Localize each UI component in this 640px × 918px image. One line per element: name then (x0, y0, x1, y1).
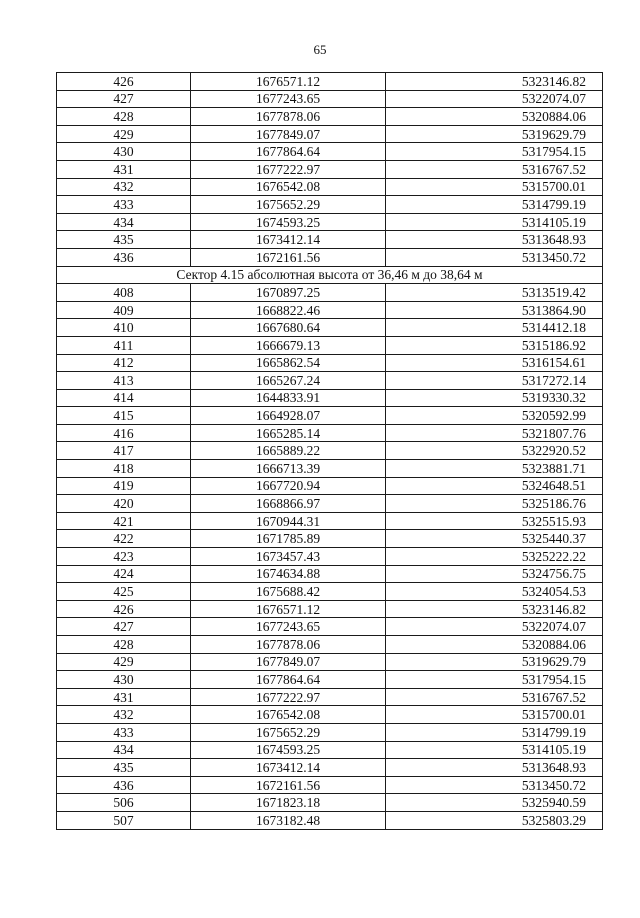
y-coordinate-cell: 5323881.71 (386, 460, 603, 478)
x-coordinate-cell: 1677878.06 (191, 108, 386, 126)
y-coordinate-cell: 5313864.90 (386, 301, 603, 319)
x-coordinate-cell: 1670944.31 (191, 512, 386, 530)
y-coordinate-cell: 5313450.72 (386, 248, 603, 266)
x-coordinate-cell: 1677878.06 (191, 636, 386, 654)
y-coordinate-cell: 5320884.06 (386, 636, 603, 654)
y-coordinate-cell: 5316767.52 (386, 688, 603, 706)
point-number-cell: 421 (57, 512, 191, 530)
table-row (57, 811, 603, 829)
table-row (57, 618, 603, 636)
y-coordinate-cell: 5316154.61 (386, 354, 603, 372)
x-coordinate-cell: 1676571.12 (191, 73, 386, 91)
y-coordinate-cell: 5321807.76 (386, 424, 603, 442)
point-number-cell: 412 (57, 354, 191, 372)
table-row (57, 160, 603, 178)
point-number-cell: 429 (57, 653, 191, 671)
table-row (57, 143, 603, 161)
y-coordinate-cell: 5325940.59 (386, 794, 603, 812)
table-row (57, 600, 603, 618)
y-coordinate-cell: 5313450.72 (386, 776, 603, 794)
table-row (57, 688, 603, 706)
x-coordinate-cell: 1671823.18 (191, 794, 386, 812)
y-coordinate-cell: 5315700.01 (386, 178, 603, 196)
y-coordinate-cell: 5319330.32 (386, 389, 603, 407)
table-row (57, 548, 603, 566)
table-row (57, 723, 603, 741)
table-row (57, 248, 603, 266)
x-coordinate-cell: 1676571.12 (191, 600, 386, 618)
point-number-cell: 420 (57, 495, 191, 513)
x-coordinate-cell: 1668822.46 (191, 301, 386, 319)
point-number-cell: 433 (57, 196, 191, 214)
table-row (57, 565, 603, 583)
x-coordinate-cell: 1673182.48 (191, 811, 386, 829)
table-row (57, 636, 603, 654)
x-coordinate-cell: 1668866.97 (191, 495, 386, 513)
point-number-cell: 431 (57, 688, 191, 706)
y-coordinate-cell: 5325222.22 (386, 548, 603, 566)
table-row (57, 372, 603, 390)
point-number-cell: 410 (57, 319, 191, 337)
point-number-cell: 416 (57, 424, 191, 442)
y-coordinate-cell: 5314105.19 (386, 741, 603, 759)
point-number-cell: 425 (57, 583, 191, 601)
x-coordinate-cell: 1677864.64 (191, 143, 386, 161)
table-row (57, 442, 603, 460)
x-coordinate-cell: 1672161.56 (191, 776, 386, 794)
point-number-cell: 506 (57, 794, 191, 812)
x-coordinate-cell: 1677243.65 (191, 90, 386, 108)
y-coordinate-cell: 5317954.15 (386, 143, 603, 161)
x-coordinate-cell: 1670897.25 (191, 284, 386, 302)
point-number-cell: 423 (57, 548, 191, 566)
table-row (57, 512, 603, 530)
y-coordinate-cell: 5323146.82 (386, 600, 603, 618)
point-number-cell: 434 (57, 213, 191, 231)
y-coordinate-cell: 5324648.51 (386, 477, 603, 495)
sector-header-row (57, 266, 603, 284)
x-coordinate-cell: 1677222.97 (191, 688, 386, 706)
y-coordinate-cell: 5313648.93 (386, 759, 603, 777)
x-coordinate-cell: 1644833.91 (191, 389, 386, 407)
point-number-cell: 424 (57, 565, 191, 583)
point-number-cell: 432 (57, 706, 191, 724)
table-row (57, 231, 603, 249)
y-coordinate-cell: 5325440.37 (386, 530, 603, 548)
y-coordinate-cell: 5315186.92 (386, 336, 603, 354)
point-number-cell: 409 (57, 301, 191, 319)
table-row (57, 671, 603, 689)
table-row (57, 530, 603, 548)
y-coordinate-cell: 5323146.82 (386, 73, 603, 91)
table-row (57, 389, 603, 407)
y-coordinate-cell: 5314799.19 (386, 196, 603, 214)
x-coordinate-cell: 1671785.89 (191, 530, 386, 548)
x-coordinate-cell: 1667720.94 (191, 477, 386, 495)
table-row (57, 653, 603, 671)
point-number-cell: 415 (57, 407, 191, 425)
table-row (57, 706, 603, 724)
x-coordinate-cell: 1665889.22 (191, 442, 386, 460)
table-row (57, 336, 603, 354)
x-coordinate-cell: 1674593.25 (191, 741, 386, 759)
x-coordinate-cell: 1675652.29 (191, 196, 386, 214)
x-coordinate-cell: 1674593.25 (191, 213, 386, 231)
point-number-cell: 419 (57, 477, 191, 495)
table-row (57, 213, 603, 231)
point-number-cell: 507 (57, 811, 191, 829)
y-coordinate-cell: 5317954.15 (386, 671, 603, 689)
y-coordinate-cell: 5317272.14 (386, 372, 603, 390)
y-coordinate-cell: 5325186.76 (386, 495, 603, 513)
x-coordinate-cell: 1666679.13 (191, 336, 386, 354)
table-row (57, 741, 603, 759)
y-coordinate-cell: 5324054.53 (386, 583, 603, 601)
y-coordinate-cell: 5314412.18 (386, 319, 603, 337)
coordinates-table (56, 72, 603, 830)
x-coordinate-cell: 1665267.24 (191, 372, 386, 390)
point-number-cell: 427 (57, 618, 191, 636)
x-coordinate-cell: 1667680.64 (191, 319, 386, 337)
x-coordinate-cell: 1666713.39 (191, 460, 386, 478)
y-coordinate-cell: 5319629.79 (386, 653, 603, 671)
y-coordinate-cell: 5316767.52 (386, 160, 603, 178)
point-number-cell: 428 (57, 108, 191, 126)
table-row (57, 583, 603, 601)
table-row (57, 794, 603, 812)
y-coordinate-cell: 5313519.42 (386, 284, 603, 302)
table-row (57, 196, 603, 214)
point-number-cell: 436 (57, 776, 191, 794)
x-coordinate-cell: 1675688.42 (191, 583, 386, 601)
point-number-cell: 417 (57, 442, 191, 460)
y-coordinate-cell: 5313648.93 (386, 231, 603, 249)
table-row (57, 354, 603, 372)
point-number-cell: 432 (57, 178, 191, 196)
point-number-cell: 434 (57, 741, 191, 759)
point-number-cell: 433 (57, 723, 191, 741)
y-coordinate-cell: 5315700.01 (386, 706, 603, 724)
coordinates-table-body (57, 73, 603, 830)
x-coordinate-cell: 1665862.54 (191, 354, 386, 372)
x-coordinate-cell: 1677849.07 (191, 653, 386, 671)
table-row (57, 125, 603, 143)
y-coordinate-cell: 5322920.52 (386, 442, 603, 460)
table-row (57, 301, 603, 319)
table-row (57, 108, 603, 126)
x-coordinate-cell: 1677849.07 (191, 125, 386, 143)
x-coordinate-cell: 1676542.08 (191, 178, 386, 196)
point-number-cell: 430 (57, 671, 191, 689)
point-number-cell: 418 (57, 460, 191, 478)
point-number-cell: 414 (57, 389, 191, 407)
x-coordinate-cell: 1677864.64 (191, 671, 386, 689)
point-number-cell: 436 (57, 248, 191, 266)
table-row (57, 477, 603, 495)
point-number-cell: 427 (57, 90, 191, 108)
x-coordinate-cell: 1674634.88 (191, 565, 386, 583)
table-row (57, 407, 603, 425)
table-row (57, 495, 603, 513)
x-coordinate-cell: 1676542.08 (191, 706, 386, 724)
x-coordinate-cell: 1664928.07 (191, 407, 386, 425)
point-number-cell: 411 (57, 336, 191, 354)
table-row (57, 90, 603, 108)
x-coordinate-cell: 1677222.97 (191, 160, 386, 178)
y-coordinate-cell: 5322074.07 (386, 618, 603, 636)
y-coordinate-cell: 5324756.75 (386, 565, 603, 583)
table-row (57, 776, 603, 794)
point-number-cell: 426 (57, 73, 191, 91)
y-coordinate-cell: 5314799.19 (386, 723, 603, 741)
point-number-cell: 431 (57, 160, 191, 178)
table-row (57, 424, 603, 442)
x-coordinate-cell: 1675652.29 (191, 723, 386, 741)
point-number-cell: 428 (57, 636, 191, 654)
x-coordinate-cell: 1673412.14 (191, 759, 386, 777)
sector-title: Сектор 4.15 абсолютная высота от 36,46 м до 38,64 м (57, 266, 603, 284)
point-number-cell: 429 (57, 125, 191, 143)
y-coordinate-cell: 5320592.99 (386, 407, 603, 425)
table-row (57, 178, 603, 196)
point-number-cell: 422 (57, 530, 191, 548)
y-coordinate-cell: 5319629.79 (386, 125, 603, 143)
y-coordinate-cell: 5325803.29 (386, 811, 603, 829)
x-coordinate-cell: 1673412.14 (191, 231, 386, 249)
point-number-cell: 435 (57, 759, 191, 777)
point-number-cell: 426 (57, 600, 191, 618)
x-coordinate-cell: 1665285.14 (191, 424, 386, 442)
table-row (57, 319, 603, 337)
x-coordinate-cell: 1677243.65 (191, 618, 386, 636)
y-coordinate-cell: 5314105.19 (386, 213, 603, 231)
point-number-cell: 408 (57, 284, 191, 302)
point-number-cell: 430 (57, 143, 191, 161)
table-row (57, 73, 603, 91)
point-number-cell: 435 (57, 231, 191, 249)
x-coordinate-cell: 1672161.56 (191, 248, 386, 266)
y-coordinate-cell: 5320884.06 (386, 108, 603, 126)
table-row (57, 460, 603, 478)
point-number-cell: 413 (57, 372, 191, 390)
y-coordinate-cell: 5325515.93 (386, 512, 603, 530)
table-row (57, 284, 603, 302)
page-number: 65 (313, 42, 327, 57)
y-coordinate-cell: 5322074.07 (386, 90, 603, 108)
table-row (57, 759, 603, 777)
x-coordinate-cell: 1673457.43 (191, 548, 386, 566)
